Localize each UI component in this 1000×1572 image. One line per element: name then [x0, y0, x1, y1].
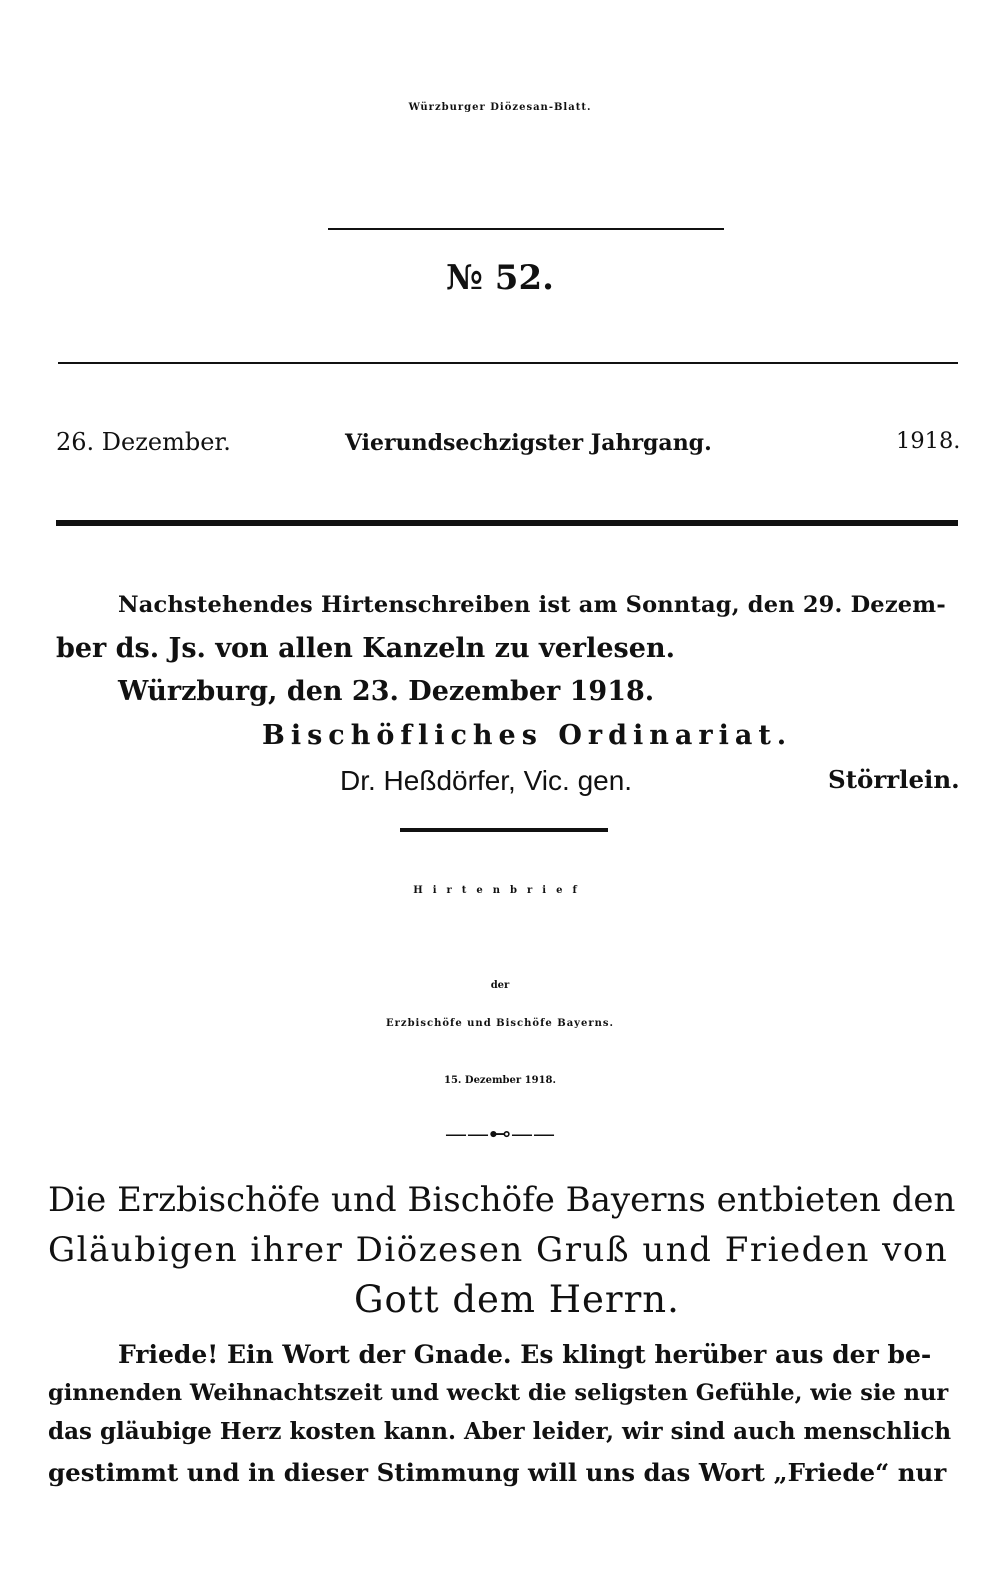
- notice-signatory: Dr. Heßdörfer, Vic. gen.: [340, 765, 633, 796]
- letter-subtitle-bishops: Erzbischöfe und Bischöfe Bayerns.: [386, 1018, 614, 1029]
- greeting-line-2: Gläubigen ihrer Diözesen Gruß und Frieden von: [48, 1230, 949, 1270]
- greeting-line-1: Die Erzbischöfe und Bischöfe Bayerns entbieten den: [48, 1180, 956, 1220]
- notice-cosignatory: Störrlein.: [828, 765, 960, 794]
- paragraph-line-1: Friede! Ein Wort der Gnade. Es klingt herüber aus der be-: [118, 1340, 932, 1369]
- paragraph-line-2: ginnenden Weihnachtszeit und weckt die seligsten Gefühle, wie sie nur: [48, 1380, 949, 1406]
- letter-title: Hirtenbrief: [413, 885, 587, 896]
- paragraph-line-3: das gläubige Herz kosten kann. Aber leider, wir sind auch menschlich: [48, 1418, 952, 1445]
- masthead-rule: [328, 228, 724, 230]
- notice-line-2: ber ds. Js. von allen Kanzeln zu verlesen.: [56, 633, 675, 664]
- issue-year: 1918.: [896, 428, 961, 454]
- notice-place-date: Würzburg, den 23. Dezember 1918.: [118, 676, 655, 707]
- issue-number: № 52.: [446, 258, 554, 298]
- paragraph-line-4: gestimmt und in dieser Stimmung will uns das Wort „Friede“ nur: [48, 1458, 947, 1487]
- letter-subtitle-date: 15. Dezember 1918.: [444, 1075, 556, 1086]
- notice-line-1: Nachstehendes Hirtenschreiben ist am Sonntag, den 29. Dezem-: [118, 592, 946, 618]
- section-divider: [400, 828, 608, 832]
- volume-label: Vierundsechzigster Jahrgang.: [345, 430, 712, 456]
- ornament-divider: ——⊷——: [445, 1122, 555, 1147]
- header-rule-bottom: [56, 520, 958, 526]
- masthead-title: Würzburger Diözesan-Blatt.: [408, 102, 592, 113]
- issue-date: 26. Dezember.: [56, 428, 231, 456]
- header-rule-top: [58, 362, 958, 364]
- letter-subtitle-der: der: [490, 980, 510, 991]
- greeting-line-3: Gott dem Herrn.: [354, 1278, 680, 1321]
- notice-authority: Bischöfliches Ordinariat.: [262, 720, 793, 751]
